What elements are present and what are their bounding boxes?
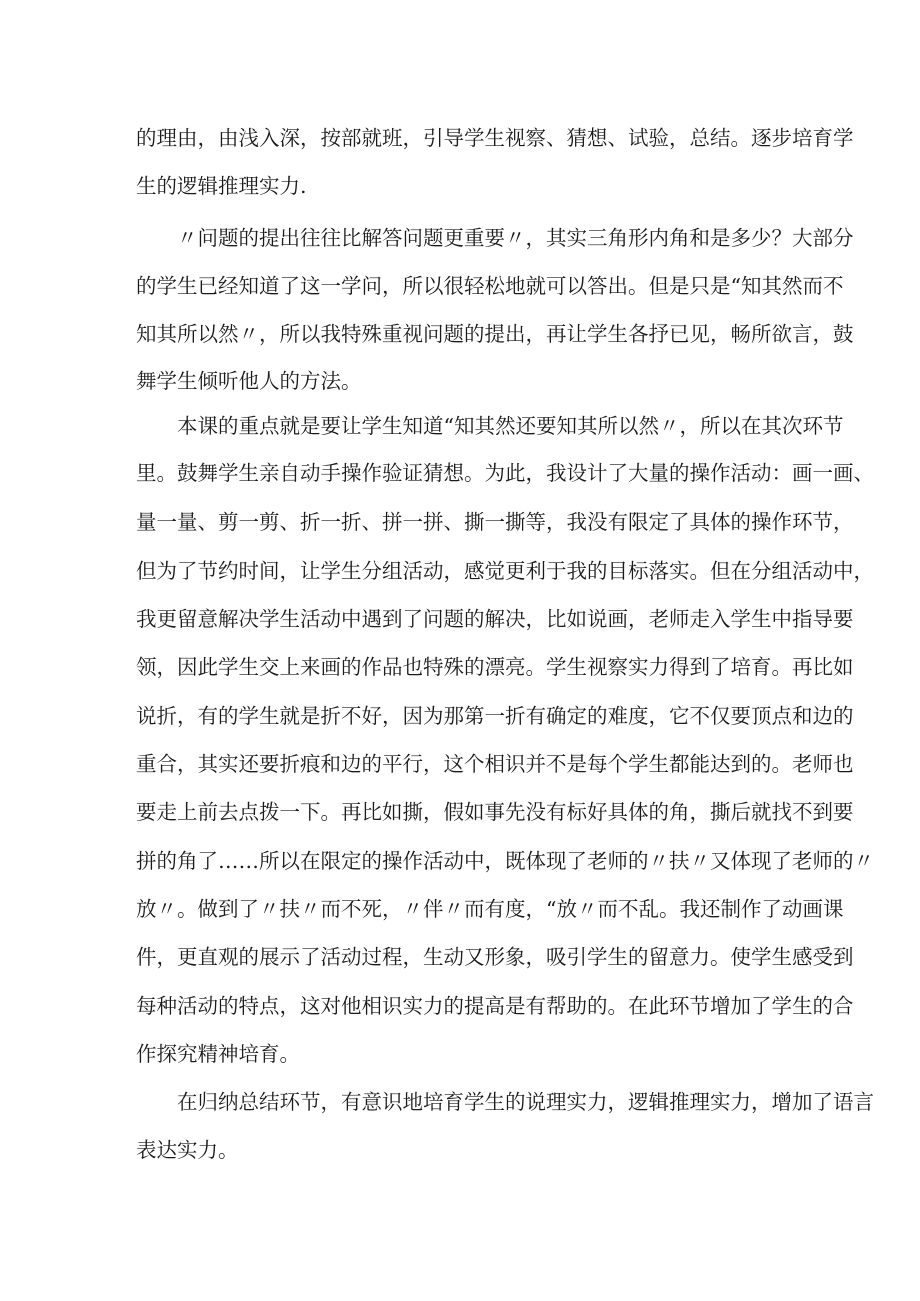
text-line: 生的逻辑推理实力. — [136, 174, 307, 198]
text-line: 我更留意解决学生活动中遇到了问题的解决，比如说画，老师走入学生中指导要 — [136, 607, 854, 631]
text-line: 舞学生倾听他人的方法。 — [136, 369, 362, 393]
text-line: 重合，其实还要折痕和边的平行，这个相识并不是每个学生都能达到的。老师也 — [136, 752, 854, 776]
text-line: 作探究精神培育。 — [136, 1042, 300, 1066]
text-line: 的学生已经知道了这一学问，所以很轻松地就可以答出。但是只是“知其然而不 — [136, 274, 844, 298]
text-line: 拼的角了……所以在限定的操作活动中，既体现了老师的〃扶〃又体现了老师的〃 — [136, 849, 874, 873]
text-line: 领，因此学生交上来画的作品也特殊的漂亮。学生视察实力得到了培育。再比如 — [136, 655, 854, 679]
text-line: 要走上前去点拨一下。再比如撕，假如事先没有标好具体的角，撕后就找不到要 — [136, 800, 854, 824]
text-line: 里。鼓舞学生亲自动手操作验证猜想。为此，我设计了大量的操作活动：画一画、 — [136, 461, 874, 485]
text-line: 知其所以然〃，所以我特殊重视问题的提出，再让学生各抒已见，畅所欲言，鼓 — [136, 322, 854, 346]
text-line: 件，更直观的展示了活动过程，生动又形象，吸引学生的留意力。使学生感受到 — [136, 945, 854, 969]
text-line: 放〃。做到了〃扶〃而不死，〃伴〃而有度，“放〃而不乱。我还制作了动画课 — [136, 897, 844, 921]
text-line: 在归纳总结环节，有意识地培育学生的说理实力，逻辑推理实力，增加了语言 — [177, 1090, 874, 1114]
text-line: 〃问题的提出往往比解答问题更重要〃，其实三角形内角和是多少？大部分 — [177, 226, 854, 250]
text-line: 说折，有的学生就是折不好，因为那第一折有确定的难度，它不仅要顶点和边的 — [136, 704, 854, 728]
text-line: 但为了节约时间，让学生分组活动，感觉更利于我的目标落实。但在分组活动中， — [136, 559, 874, 583]
text-line: 每种活动的特点，这对他相识实力的提高是有帮助的。在此环节增加了学生的合 — [136, 994, 854, 1018]
text-line: 量一量、剪一剪、折一折、拼一拼、撕一撕等，我没有限定了具体的操作环节， — [136, 510, 854, 534]
text-line: 本课的重点就是要让学生知道“知其然还要知其所以然〃，所以在其次环节 — [177, 414, 844, 438]
text-line: 表达实力。 — [136, 1138, 239, 1162]
text-line: 的理由，由浅入深，按部就班，引导学生视察、猜想、试验，总结。逐步培育学 — [136, 126, 854, 150]
